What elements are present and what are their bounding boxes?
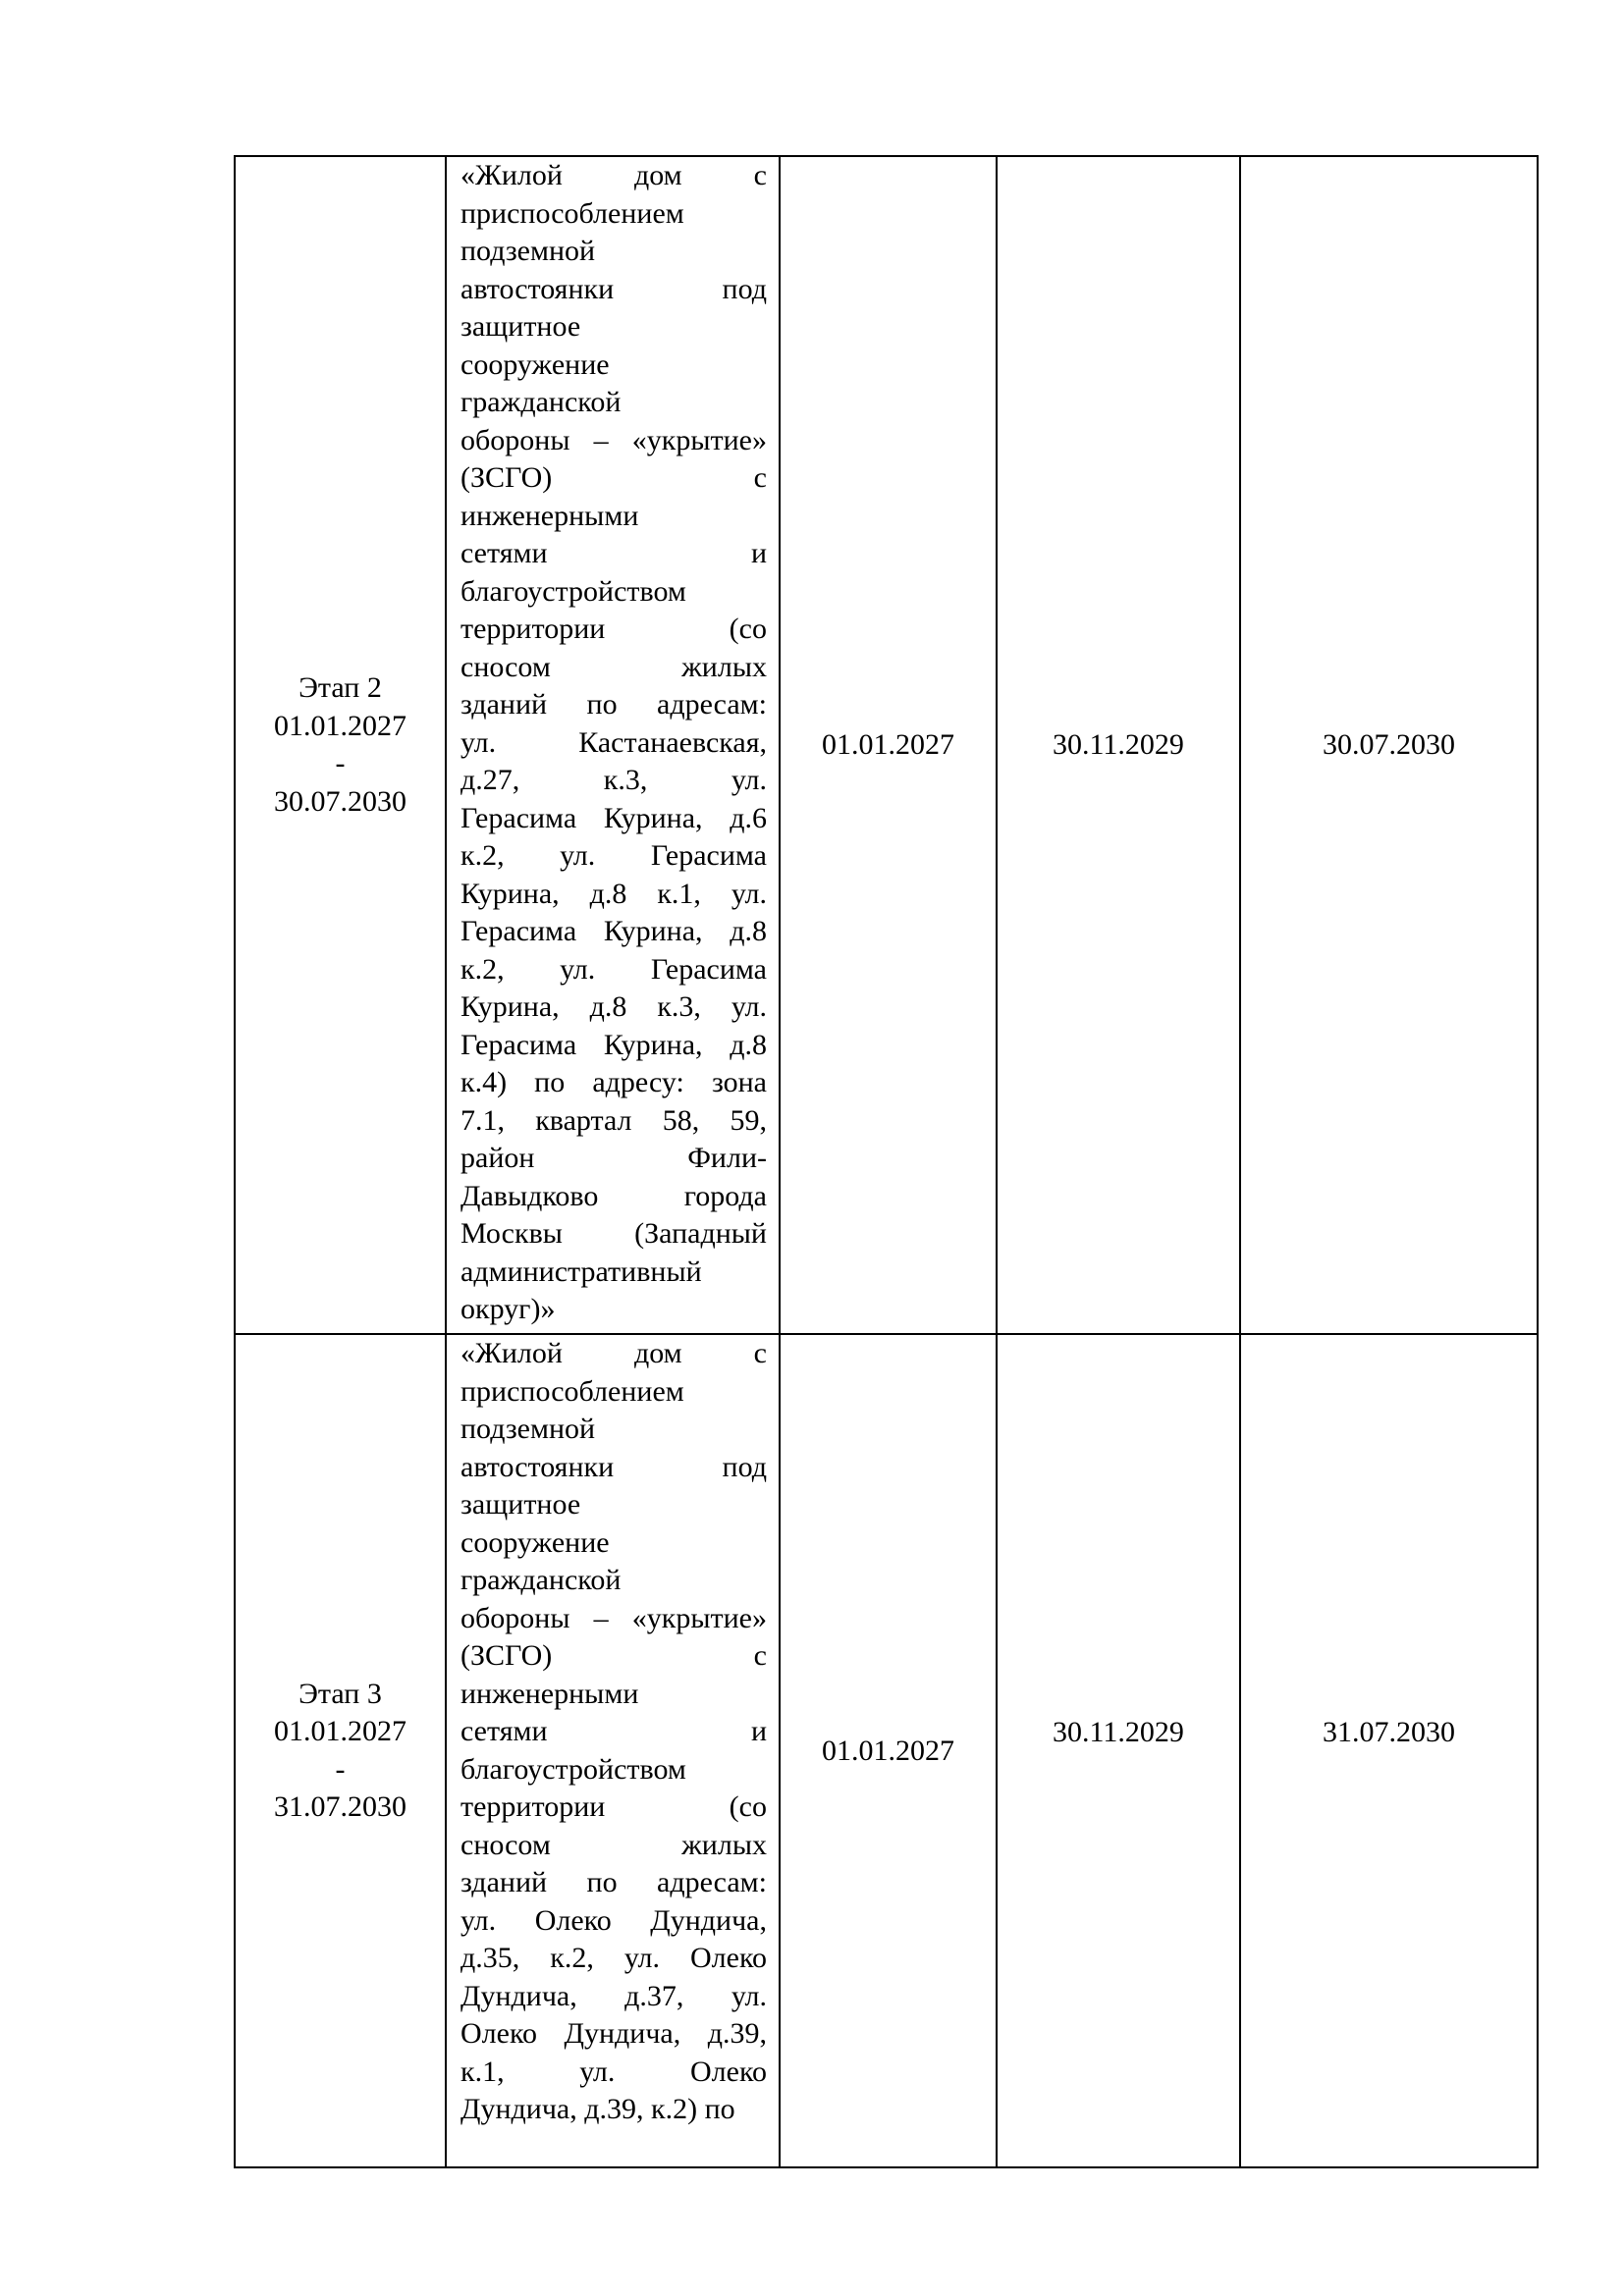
- description-line: приспособлением: [460, 196, 684, 230]
- description-line: Олеко Дундича, д.39,: [460, 2017, 767, 2050]
- stage-start-date: 01.01.2027: [274, 709, 406, 742]
- description-line: сетями и: [460, 537, 767, 569]
- stage-date-separator: -: [335, 1752, 346, 1786]
- description-line: подземной: [460, 1413, 596, 1445]
- object-description: [446, 1334, 780, 2167]
- object-description: [446, 156, 780, 1334]
- stage-cell: [235, 1334, 446, 2167]
- start-date-cell: 01.01.2027: [780, 156, 997, 1334]
- description-line: подземной: [460, 235, 596, 267]
- description-line: защитное: [460, 1488, 581, 1521]
- stage-end-date: 30.07.2030: [274, 784, 406, 818]
- description-line: д.35, к.2, ул. Олеко: [460, 1942, 767, 1974]
- table-row: [235, 1334, 1538, 2167]
- description-line: сносом жилых: [460, 1828, 767, 1861]
- commissioning-date-cell: 31.07.2030: [1240, 1334, 1538, 2167]
- stage-start-date: 01.01.2027: [274, 1715, 406, 1747]
- description-line: гражданской: [460, 386, 622, 418]
- description-line: обороны – «укрытие»: [460, 1601, 767, 1634]
- description-line: к.1, ул. Олеко: [460, 2055, 767, 2088]
- start-date-cell: 01.01.2027: [780, 1334, 997, 2167]
- description-lines: [460, 1335, 767, 2166]
- description-line: инженерными: [460, 1677, 639, 1710]
- description-line: «Жилой дом с: [460, 159, 767, 191]
- description-line: Давыдково города: [460, 1179, 767, 1212]
- description-line: Герасима Курина, д.8: [460, 915, 767, 947]
- description-line: Дундича, д.37, ул.: [460, 1979, 767, 2012]
- description-line: ул. Кастанаевская,: [460, 725, 767, 759]
- description-line: Герасима Курина, д.8: [460, 1028, 767, 1061]
- description-line: д.27, к.3, ул.: [460, 764, 767, 796]
- description-line: автостоянки под: [460, 1450, 767, 1483]
- description-line: к.2, ул. Герасима: [460, 839, 767, 872]
- description-line: Курина, д.8 к.3, ул.: [460, 990, 767, 1023]
- description-line: административный: [460, 1255, 702, 1288]
- construction-schedule-table: [234, 155, 1539, 2168]
- description-line: территории (со: [460, 1790, 767, 1823]
- description-line: к.2, ул. Герасима: [460, 952, 767, 986]
- description-line: к.4) по адресу: зона: [460, 1066, 767, 1098]
- description-line: сооружение: [460, 347, 610, 381]
- description-line: территории (со: [460, 613, 767, 645]
- description-line: округ)»: [460, 1293, 556, 1325]
- table-row: [235, 156, 1538, 1334]
- stage-title: Этап 3: [298, 1677, 382, 1710]
- description-line: гражданской: [460, 1564, 622, 1596]
- description-line: обороны – «укрытие»: [460, 423, 767, 456]
- description-lines: [460, 157, 767, 1333]
- description-line: Герасима Курина, д.6: [460, 801, 767, 834]
- description-line: зданий по адресам:: [460, 1866, 767, 1898]
- description-line: инженерными: [460, 499, 639, 532]
- completion-date-cell: 30.11.2029: [997, 1334, 1240, 2167]
- stage-title: Этап 2: [298, 671, 382, 704]
- stage-end-date: 31.07.2030: [274, 1790, 406, 1823]
- description-line: благоустройством: [460, 1752, 686, 1786]
- description-line: автостоянки под: [460, 272, 767, 305]
- description-line: (ЗСГО) с: [460, 1639, 767, 1672]
- description-line: (ЗСГО) с: [460, 461, 767, 494]
- description-line: защитное: [460, 310, 581, 343]
- description-line: ул. Олеко Дундича,: [460, 1903, 767, 1937]
- completion-date-cell: 30.11.2029: [997, 156, 1240, 1334]
- description-line: Дундича, д.39, к.2) по: [460, 2093, 735, 2125]
- description-line: район Фили-: [460, 1142, 767, 1174]
- description-line: зданий по адресам:: [460, 688, 767, 721]
- stage-cell: [235, 156, 446, 1334]
- description-line: Курина, д.8 к.1, ул.: [460, 877, 767, 910]
- description-line: сооружение: [460, 1525, 610, 1559]
- description-line: сносом жилых: [460, 650, 767, 683]
- description-line: Москвы (Западный: [460, 1217, 767, 1250]
- stage-date-separator: -: [335, 747, 346, 779]
- description-line: 7.1, квартал 58, 59,: [460, 1103, 767, 1137]
- description-line: «Жилой дом с: [460, 1337, 767, 1369]
- description-line: сетями и: [460, 1715, 767, 1747]
- description-line: благоустройством: [460, 574, 686, 608]
- commissioning-date-cell: 30.07.2030: [1240, 156, 1538, 1334]
- description-line: приспособлением: [460, 1374, 684, 1408]
